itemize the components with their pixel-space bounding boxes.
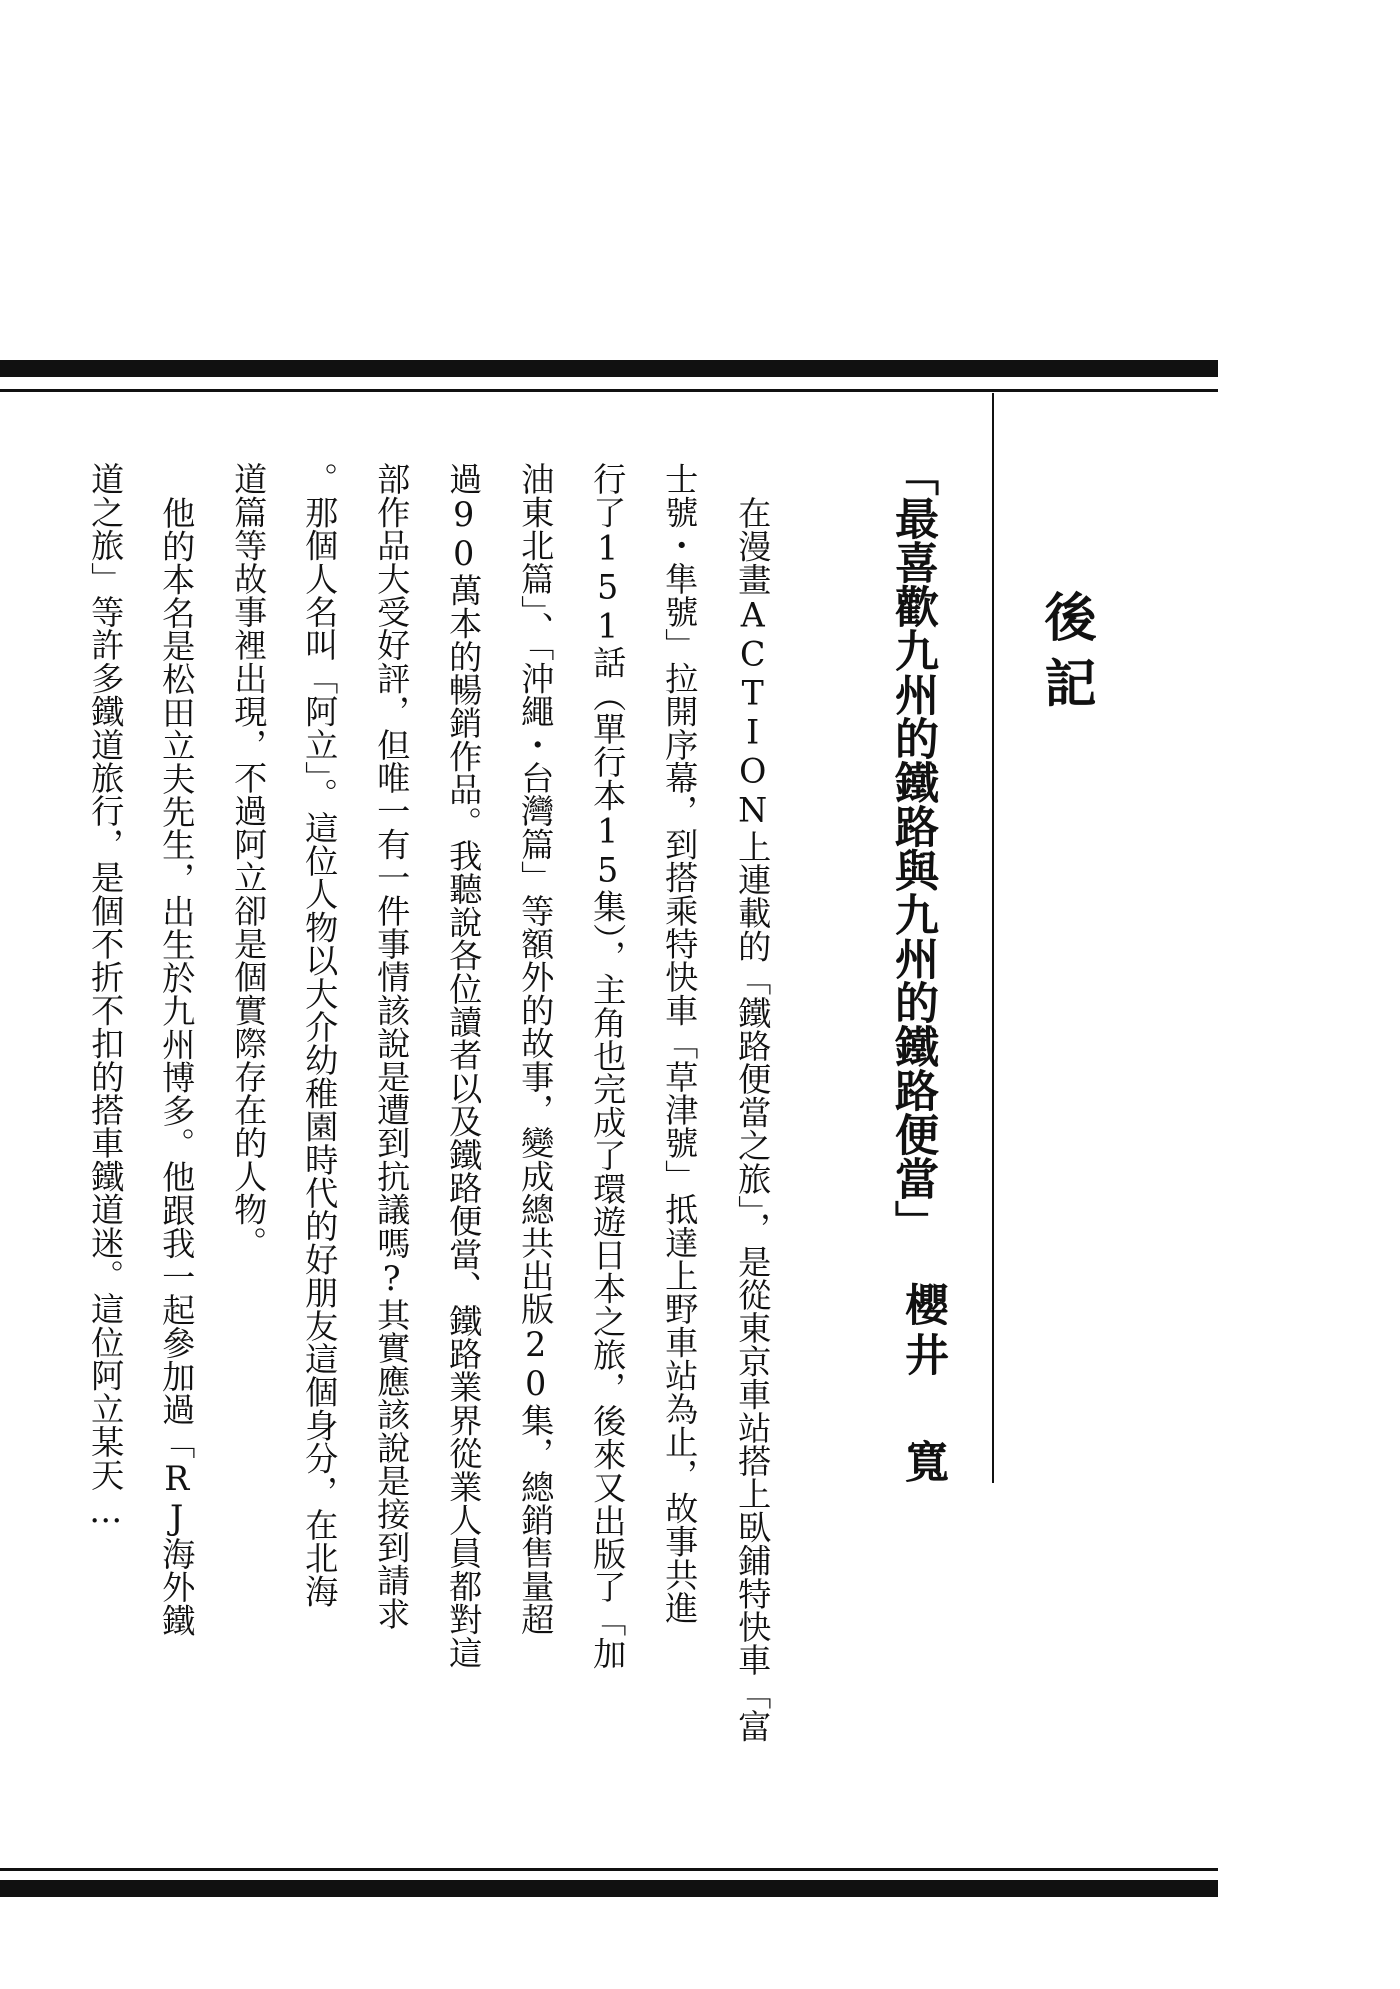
body-line-2: 士號・隼號」拉開序幕，到搭乘特快車「草津號」抵達上野車站為止，故事共進 [660, 462, 700, 1624]
bottom-thick-rule [0, 1880, 1218, 1897]
page-heading: 後記 [1035, 590, 1096, 722]
bottom-thin-rule [0, 1868, 1218, 1871]
body-line-7: 。那個人名叫「阿立」。這位人物以大介幼稚園時代的好朋友這個身分，在北海 [300, 462, 340, 1608]
body-line-10: 道之旅」等許多鐵道旅行，是個不折不扣的搭車鐵道迷。這位阿立某天… [86, 462, 126, 1531]
body-line-4: 油東北篇」、「沖繩・台灣篇」等額外的故事，變成總共出版20集，總銷售量超 [516, 462, 556, 1636]
body-line-6: 部作品大受好評，但唯一有一件事情該說是遭到抗議嗎?其實應該說是接到請求 [372, 462, 412, 1630]
body-line-3: 行了151話（單行本15集），主角也完成了環遊日本之旅，後來又出版了「加 [588, 462, 628, 1670]
body-line-9: 他的本名是松田立夫先生，出生於九州博多。他跟我一起參加過「RJ海外鐵 [157, 496, 197, 1637]
article-subtitle: 「最喜歡九州的鐵路與九州的鐵路便當」 [887, 452, 938, 1244]
body-line-1: 在漫畫ACTION上連載的「鐵路便當之旅」，是從東京車站搭上臥鋪特快車「富 [733, 496, 773, 1743]
body-line-5: 過90萬本的暢銷作品。我聽說各位讀者以及鐵路便當、鐵路業界從業人員都對這 [444, 462, 484, 1669]
body-line-8: 道篇等故事裡出現，不過阿立卻是個實際存在的人物。 [229, 462, 269, 1259]
author-name: 櫻井 寬 [897, 1282, 948, 1489]
title-divider-rule [992, 393, 994, 1483]
top-thick-rule [0, 360, 1218, 377]
top-thin-rule [0, 389, 1218, 392]
